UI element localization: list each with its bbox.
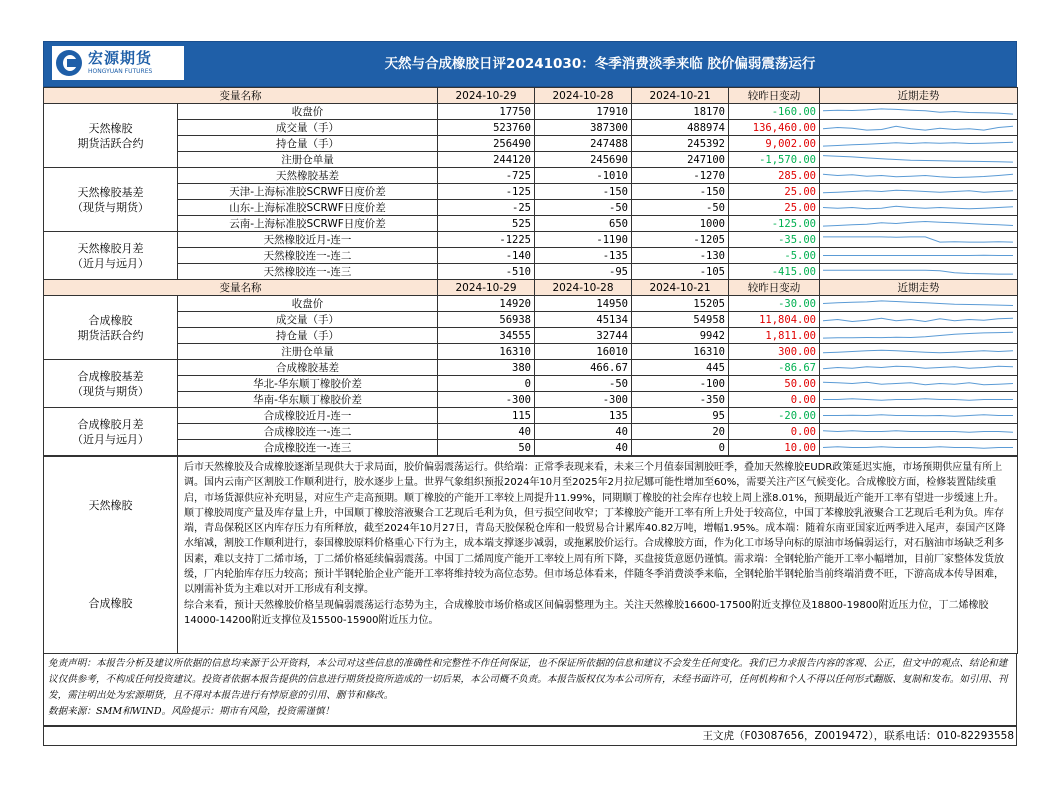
column-header-d3: 2024-10-21 <box>632 88 729 104</box>
value-d3: -1270 <box>632 168 729 184</box>
change-value: 25.00 <box>729 184 820 200</box>
column-header-trend: 近期走势 <box>820 280 1018 296</box>
table-row <box>44 248 1018 264</box>
table-row <box>44 376 1018 392</box>
row-name: 持仓量（手） <box>178 328 438 344</box>
sparkline-path <box>823 174 1013 177</box>
commentary-table <box>43 456 1018 654</box>
value-d2: 17910 <box>535 104 632 120</box>
change-value: -1,570.00 <box>729 152 820 168</box>
sparkline-path <box>823 190 1013 193</box>
trend-sparkline <box>820 104 1018 120</box>
sparkline-path <box>823 431 1013 432</box>
value-d1: 40 <box>438 424 535 440</box>
sparkline-path <box>823 222 1013 227</box>
trend-sparkline <box>820 408 1018 424</box>
sparkline-path <box>823 350 1013 353</box>
change-value: -35.00 <box>729 232 820 248</box>
column-header-d3: 2024-10-21 <box>632 280 729 296</box>
change-value: 25.00 <box>729 200 820 216</box>
value-d1: 380 <box>438 360 535 376</box>
table-row <box>44 232 1018 248</box>
table-row <box>44 328 1018 344</box>
value-d1: 17750 <box>438 104 535 120</box>
row-name: 天然橡胶连一-连三 <box>178 264 438 280</box>
table-row <box>44 104 1018 120</box>
sparkline-path <box>823 447 1013 448</box>
change-value: 11,804.00 <box>729 312 820 328</box>
company-logo <box>52 46 184 80</box>
sparkline-path <box>823 142 1013 146</box>
value-d1: -25 <box>438 200 535 216</box>
value-d2: 40 <box>535 424 632 440</box>
sparkline-path <box>823 366 1013 369</box>
change-value: 285.00 <box>729 168 820 184</box>
row-name: 天然橡胶连一-连二 <box>178 248 438 264</box>
group-label: 合成橡胶基差 （现货与期货） <box>44 360 178 408</box>
analyst-contact: 王文虎（F03087656，Z0019472），联系电话：010-82293558 <box>43 726 1017 746</box>
value-d3: 20 <box>632 424 729 440</box>
value-d2: 14950 <box>535 296 632 312</box>
table-row <box>44 200 1018 216</box>
value-d3: 54958 <box>632 312 729 328</box>
logo-english: HONGYUAN FUTURES <box>88 68 153 75</box>
change-value: -20.00 <box>729 408 820 424</box>
value-d1: 256490 <box>438 136 535 152</box>
trend-sparkline <box>820 344 1018 360</box>
commentary-label-synthetic: 合成橡胶 <box>44 555 178 654</box>
table-row <box>44 168 1018 184</box>
trend-sparkline <box>820 312 1018 328</box>
value-d2: -95 <box>535 264 632 280</box>
sparkline-path <box>823 399 1013 400</box>
table-row <box>44 440 1018 456</box>
value-d3: 445 <box>632 360 729 376</box>
value-d1: 523760 <box>438 120 535 136</box>
column-header-trend: 近期走势 <box>820 88 1018 104</box>
column-header-row <box>44 280 1018 296</box>
commentary-label-natural: 天然橡胶 <box>44 457 178 556</box>
value-d2: 387300 <box>535 120 632 136</box>
trend-sparkline <box>820 136 1018 152</box>
row-name: 注册仓单量 <box>178 152 438 168</box>
row-name: 合成橡胶连一-连二 <box>178 424 438 440</box>
value-d1: 0 <box>438 376 535 392</box>
row-name: 合成橡胶基差 <box>178 360 438 376</box>
row-name: 注册仓单量 <box>178 344 438 360</box>
value-d2: 135 <box>535 408 632 424</box>
disclaimer: 免责声明：本报告分析及建议所依据的信息均来源于公开资料，本公司对这些信息的准确性和完整性不作任何保证，也不保证所依据的信息和建议不会发生任何变化。我们已力求报告内容的客观、公正，但文中的观点、结论和建议仅供参考，不构成任何投资建议。投资者依据本报告提供的信息进行期货投资所造成的一切后果，本公司概不负责。本报告版权仅为本公司所有，未经书面许可，任何机构和个人不得以任何形式翻版、复制和发布。如引用、刊发，需注明出处为宏源期货，且不得对本报告进行有悖原意的引用、删节和修改。 数据来源：SMM和WIND。风险提示：期市有风险，投资需谨慎！ <box>43 654 1017 726</box>
value-d2: 16010 <box>535 344 632 360</box>
row-name: 天津-上海标准胶SCRWF日度价差 <box>178 184 438 200</box>
table-row <box>44 296 1018 312</box>
value-d2: -300 <box>535 392 632 408</box>
value-d2: -150 <box>535 184 632 200</box>
trend-sparkline <box>820 440 1018 456</box>
value-d1: -725 <box>438 168 535 184</box>
column-header-name: 变量名称 <box>44 88 438 104</box>
value-d1: 244120 <box>438 152 535 168</box>
value-d2: -1010 <box>535 168 632 184</box>
row-name: 山东-上海标准胶SCRWF日度价差 <box>178 200 438 216</box>
row-name: 华北-华东顺丁橡胶价差 <box>178 376 438 392</box>
value-d3: -150 <box>632 184 729 200</box>
group-label: 天然橡胶基差 （现货与期货） <box>44 168 178 232</box>
column-header-d2: 2024-10-28 <box>535 88 632 104</box>
value-d1: 50 <box>438 440 535 456</box>
change-value: -125.00 <box>729 216 820 232</box>
value-d3: 245392 <box>632 136 729 152</box>
data-table <box>43 87 1018 456</box>
column-header-name: 变量名称 <box>44 280 438 296</box>
value-d2: -1190 <box>535 232 632 248</box>
trend-sparkline <box>820 232 1018 248</box>
value-d1: -125 <box>438 184 535 200</box>
value-d2: 40 <box>535 440 632 456</box>
value-d1: -510 <box>438 264 535 280</box>
value-d2: 466.67 <box>535 360 632 376</box>
table-row <box>44 392 1018 408</box>
value-d2: 247488 <box>535 136 632 152</box>
table-row <box>44 152 1018 168</box>
change-value: -160.00 <box>729 104 820 120</box>
sparkline-path <box>823 206 1013 209</box>
value-d2: 245690 <box>535 152 632 168</box>
table-row <box>44 360 1018 376</box>
value-d1: -140 <box>438 248 535 264</box>
sparkline-path <box>823 126 1013 130</box>
group-label: 天然橡胶月差 （近月与远月） <box>44 232 178 280</box>
trend-sparkline <box>820 328 1018 344</box>
group-label: 天然橡胶 期货活跃合约 <box>44 104 178 168</box>
value-d3: -105 <box>632 264 729 280</box>
column-header-d1: 2024-10-29 <box>438 88 535 104</box>
value-d3: 9942 <box>632 328 729 344</box>
change-value: -415.00 <box>729 264 820 280</box>
table-row <box>44 136 1018 152</box>
change-value: 9,002.00 <box>729 136 820 152</box>
change-value: -86.67 <box>729 360 820 376</box>
value-d1: 14920 <box>438 296 535 312</box>
value-d2: 650 <box>535 216 632 232</box>
logo-mark-icon <box>56 50 82 76</box>
row-name: 天然橡胶基差 <box>178 168 438 184</box>
logo-name: 宏源期货 <box>88 49 153 67</box>
value-d3: -50 <box>632 200 729 216</box>
change-value: 0.00 <box>729 424 820 440</box>
change-value: 50.00 <box>729 376 820 392</box>
value-d2: -50 <box>535 200 632 216</box>
table-row <box>44 216 1018 232</box>
table-row <box>44 264 1018 280</box>
report-title: 天然与合成橡胶日评20241030：冬季消费淡季来临 胶价偏弱震荡运行 <box>384 56 816 72</box>
change-value: -30.00 <box>729 296 820 312</box>
trend-sparkline <box>820 200 1018 216</box>
row-name: 成交量（手） <box>178 312 438 328</box>
trend-sparkline <box>820 120 1018 136</box>
value-d1: -1225 <box>438 232 535 248</box>
row-name: 云南-上海标准胶SCRWF日度价差 <box>178 216 438 232</box>
column-header-d1: 2024-10-29 <box>438 280 535 296</box>
change-value: 300.00 <box>729 344 820 360</box>
value-d3: 247100 <box>632 152 729 168</box>
change-value: -5.00 <box>729 248 820 264</box>
group-label: 合成橡胶 期货活跃合约 <box>44 296 178 360</box>
commentary-text: 后市天然橡胶及合成橡胶逐渐呈现供大于求局面，胶价偏弱震荡运行。供给端：正常季表现来看，未来三个月值泰国割胶旺季，叠加天然橡胶EUDR政策延迟实施，市场预期供应量有所上调。国内云南产区割胶工作顺利进行，胶水逐步上量。世界气象组织预报2024年10月至2025年2月拉尼娜可能性增加至60%，需要关注产区气候变化。合成橡胶方面，检修装置陆续重启，市场货源供应补充明显，对应生产走高预期。顺丁橡胶的产能开工率较上周提升11.99%，同期顺丁橡胶的社会库存也较上周上涨8.01%，预期最近产能开工率有望进一步缓速上升。顺丁橡胶周度产量及库存量上升，中国顺丁橡胶溶液聚合工艺现后毛利为负，但亏损空间收窄；丁苯橡胶产能开工率有所上升处于较高位，中国丁苯橡胶乳液聚合工艺现后毛利为负。库存端，青岛保税区区内库存压力有所释放，截至2024年10月27日，青岛天胶保税仓库和一般贸易合计累库40.82万吨，增幅1.95%。成本端：随着东南亚国家近两季进入尾声，泰国产区降水缩减，割胶工作顺利进行，泰国橡胶原料价格重心下行为主，成本端支撑逐步减弱，或拖累胶价运行。合成橡胶方面，作为化工市场导向标的原油市场偏弱运行，对石脑油市场缺乏利多因素，难以支持丁二烯市场，丁二烯价格延续偏弱震荡。中国丁二烯周度产能开工率较上周有所下降，买盘接货意愿仍谨慎。需求端：全钢轮胎产能开工率小幅增加，目前厂家整体发货放缓，厂内轮胎库存压力较高；预计半钢轮胎企业产能开工率将维持较为高位态势。但市场总体看来，伴随冬季消费淡季来临，全钢轮胎半钢轮胎当前终端消费不旺，下游高成本传导困难，以刚需补货为主难以对开工形成有利支撑。 综合来看，预计天然橡胶价格呈现偏弱震荡运行态势为主，合成橡胶市场价格或区间偏弱整理为主。关注天然橡胶16600-17500附近支撑位及18800-19800附近压力位，丁二烯橡胶14000-14200附近支撑位及15500-15900附近压力位。 <box>178 457 1018 654</box>
report-sheet <box>43 41 1017 746</box>
trend-sparkline <box>820 264 1018 280</box>
value-d2: 32744 <box>535 328 632 344</box>
value-d1: 34555 <box>438 328 535 344</box>
change-value: 1,811.00 <box>729 328 820 344</box>
row-name: 持仓量（手） <box>178 136 438 152</box>
change-value: 10.00 <box>729 440 820 456</box>
sparkline-path <box>823 301 1013 306</box>
trend-sparkline <box>820 152 1018 168</box>
column-header-chg: 较昨日变动 <box>729 280 820 296</box>
table-row <box>44 408 1018 424</box>
sparkline-path <box>823 415 1013 416</box>
sparkline-path <box>823 318 1013 321</box>
sparkline-path <box>823 382 1013 385</box>
value-d3: 15205 <box>632 296 729 312</box>
change-value: 0.00 <box>729 392 820 408</box>
trend-sparkline <box>820 168 1018 184</box>
value-d1: 115 <box>438 408 535 424</box>
row-name: 收盘价 <box>178 104 438 120</box>
trend-sparkline <box>820 424 1018 440</box>
value-d1: 525 <box>438 216 535 232</box>
trend-sparkline <box>820 360 1018 376</box>
change-value: 136,460.00 <box>729 120 820 136</box>
column-header-row <box>44 88 1018 104</box>
value-d2: -135 <box>535 248 632 264</box>
value-d3: -1205 <box>632 232 729 248</box>
value-d3: 16310 <box>632 344 729 360</box>
value-d3: 488974 <box>632 120 729 136</box>
sparkline-path <box>823 332 1013 338</box>
table-row <box>44 312 1018 328</box>
row-name: 华南-华东顺丁橡胶价差 <box>178 392 438 408</box>
trend-sparkline <box>820 216 1018 232</box>
column-header-chg: 较昨日变动 <box>729 88 820 104</box>
row-name: 成交量（手） <box>178 120 438 136</box>
value-d1: 56938 <box>438 312 535 328</box>
table-row <box>44 344 1018 360</box>
value-d2: 45134 <box>535 312 632 328</box>
trend-sparkline <box>820 376 1018 392</box>
sparkline-path <box>823 270 1013 274</box>
sparkline-path <box>823 156 1013 163</box>
trend-sparkline <box>820 184 1018 200</box>
report-header <box>43 41 1017 87</box>
trend-sparkline <box>820 296 1018 312</box>
column-header-d2: 2024-10-28 <box>535 280 632 296</box>
table-row <box>44 424 1018 440</box>
value-d3: 1000 <box>632 216 729 232</box>
value-d1: -300 <box>438 392 535 408</box>
value-d3: -350 <box>632 392 729 408</box>
trend-sparkline <box>820 392 1018 408</box>
value-d2: -50 <box>535 376 632 392</box>
row-name: 收盘价 <box>178 296 438 312</box>
table-row <box>44 184 1018 200</box>
value-d1: 16310 <box>438 344 535 360</box>
value-d3: -100 <box>632 376 729 392</box>
row-name: 合成橡胶连一-连三 <box>178 440 438 456</box>
row-name: 天然橡胶近月-连一 <box>178 232 438 248</box>
value-d3: 18170 <box>632 104 729 120</box>
table-row <box>44 120 1018 136</box>
value-d3: -130 <box>632 248 729 264</box>
row-name: 合成橡胶近月-连一 <box>178 408 438 424</box>
value-d3: 95 <box>632 408 729 424</box>
sparkline-path <box>823 237 1013 242</box>
value-d3: 0 <box>632 440 729 456</box>
sparkline-path <box>823 109 1013 114</box>
trend-sparkline <box>820 248 1018 264</box>
group-label: 合成橡胶月差 （近月与远月） <box>44 408 178 456</box>
